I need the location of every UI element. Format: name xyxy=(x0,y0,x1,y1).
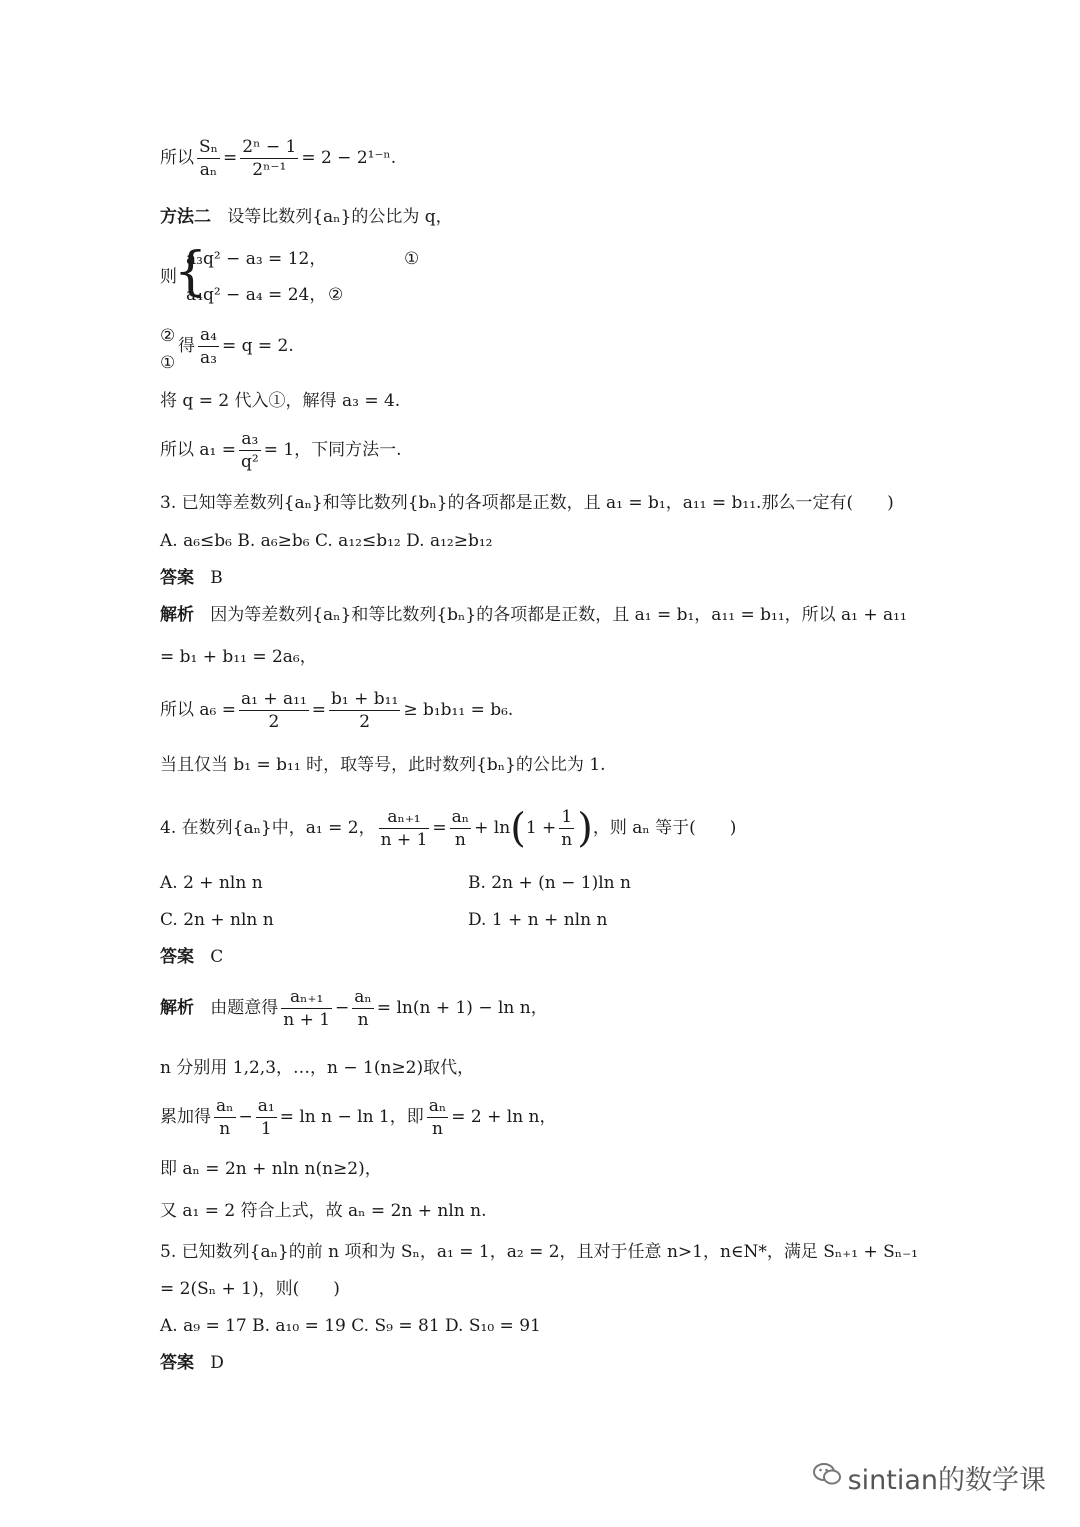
fraction xyxy=(450,806,472,851)
num: 2ⁿ − 1 xyxy=(242,137,297,157)
text: 由题意得 xyxy=(210,998,279,1018)
text: ≥ b₁b₁₁ = b₆. xyxy=(403,700,514,720)
fraction xyxy=(239,688,309,733)
den: n xyxy=(561,830,573,850)
question-3-analysis-2: = b₁ + b₁₁ = 2a₆， xyxy=(160,647,317,667)
method-label: 方法二 xyxy=(160,207,211,227)
fraction xyxy=(256,1095,277,1140)
question-4-option-d: D. 1 + n + nln n xyxy=(468,910,608,930)
wechat-icon xyxy=(812,1461,842,1494)
ratio-circ2: ② xyxy=(160,326,176,346)
eq: = xyxy=(311,700,327,720)
paren: ) xyxy=(577,805,593,852)
fraction xyxy=(214,1095,236,1140)
num: aₙ xyxy=(216,1096,234,1116)
system-ze: 则 xyxy=(160,267,177,287)
num: 1 xyxy=(559,806,574,829)
text: ，则 aₙ 等于( ) xyxy=(592,818,737,838)
question-4-answer xyxy=(160,946,223,968)
den: n + 1 xyxy=(380,830,428,850)
question-5-answer xyxy=(160,1352,224,1374)
analysis-label: 解析 xyxy=(160,605,194,625)
question-4-analysis-4: 即 aₙ = 2n + nln n(n≥2)， xyxy=(160,1159,382,1179)
question-3: 3. 已知等差数列{aₙ}和等比数列{bₙ}的各项都是正数，且 a₁ = b₁，a₁₁ = b₁₁.那么一定有( ) xyxy=(160,493,894,513)
num: aₙ₊₁ xyxy=(379,806,430,829)
watermark xyxy=(812,1458,1046,1497)
paren: ( xyxy=(510,805,526,852)
num: aₙ xyxy=(451,807,470,827)
circle-2: ② xyxy=(328,285,344,305)
den: 2 xyxy=(359,712,371,732)
question-4-option-c: C. 2n + nln n xyxy=(160,910,274,930)
text: 累加得 xyxy=(160,1107,211,1127)
den: 1 xyxy=(260,1119,272,1139)
system-eq1: a₃q² − a₃ = 12， xyxy=(186,249,327,269)
question-4-option-a: A. 2 + nln n xyxy=(160,873,263,893)
text: = q = 2. xyxy=(221,336,294,356)
text: 4. 在数列{aₙ}中，a₁ = 2， xyxy=(160,818,376,838)
answer-label: 答案 xyxy=(160,1353,194,1373)
ratio-line xyxy=(178,324,294,369)
den: n xyxy=(357,1010,369,1030)
substitute-line: 将 q = 2 代入①，解得 a₃ = 4. xyxy=(160,391,401,411)
fraction xyxy=(559,806,574,851)
fraction xyxy=(240,136,298,181)
fraction xyxy=(427,1095,449,1140)
text: = 2 − 2¹⁻ⁿ. xyxy=(301,148,397,168)
text: = 1，下同方法一. xyxy=(263,440,402,460)
num: a₁ + a₁₁ xyxy=(241,689,307,709)
method-two-line xyxy=(160,206,453,228)
text: 1 + xyxy=(525,818,557,838)
num: a₄ xyxy=(200,325,217,345)
text: = 2 + ln n， xyxy=(451,1107,557,1127)
den: aₙ xyxy=(199,160,218,180)
text: 得 xyxy=(178,336,195,356)
fraction xyxy=(379,806,430,851)
fraction xyxy=(281,986,332,1031)
question-5-line-2: = 2(Sₙ + 1)，则( ) xyxy=(160,1279,340,1299)
num: aₙ xyxy=(428,1096,447,1116)
den: n xyxy=(454,830,466,850)
answer-label: 答案 xyxy=(160,568,194,588)
left-brace: { xyxy=(174,242,208,302)
num: Sₙ xyxy=(199,137,219,157)
fraction xyxy=(329,688,400,733)
fraction xyxy=(198,324,219,369)
question-3-analysis-4: 当且仅当 b₁ = b₁₁ 时，取等号，此时数列{bₙ}的公比为 1. xyxy=(160,755,606,775)
den: a₃ xyxy=(200,348,217,368)
fraction xyxy=(197,136,220,181)
fraction xyxy=(239,428,261,473)
text: 因为等差数列{aₙ}和等比数列{bₙ}的各项都是正数，且 a₁ = b₁，a₁₁ = b₁₁，所以 a₁ + a₁₁ xyxy=(210,605,907,625)
num: a₃ xyxy=(239,428,261,451)
num: a₁ xyxy=(257,1096,275,1116)
line-sn-over-an xyxy=(160,136,396,181)
text: + ln xyxy=(474,818,511,838)
question-5-options: A. a₉ = 17 B. a₁₀ = 19 C. S₉ = 81 D. S₁₀ = 91 xyxy=(160,1316,541,1336)
den: 2ⁿ⁻¹ xyxy=(252,160,287,180)
den: n xyxy=(432,1119,443,1139)
question-4 xyxy=(160,806,736,851)
text: 所以 a₁ = xyxy=(160,440,237,460)
ratio-circ1: ① xyxy=(160,353,176,373)
answer-label: 答案 xyxy=(160,947,194,967)
question-4-analysis-1 xyxy=(160,986,548,1031)
num: b₁ + b₁₁ xyxy=(331,689,399,709)
fraction xyxy=(352,986,374,1031)
den: n + 1 xyxy=(283,1010,331,1030)
answer-value: C xyxy=(210,947,224,967)
question-3-options: A. a₆≤b₆ B. a₆≥b₆ C. a₁₂≤b₁₂ D. a₁₂≥b₁₂ xyxy=(160,531,493,551)
question-3-analysis-3 xyxy=(160,688,513,733)
text: = ln(n + 1) − ln n， xyxy=(376,998,548,1018)
num: aₙ₊₁ xyxy=(281,986,332,1009)
question-4-option-b: B. 2n + (n − 1)ln n xyxy=(468,873,631,893)
analysis-label: 解析 xyxy=(160,998,194,1018)
question-5-line-1: 5. 已知数列{aₙ}的前 n 项和为 Sₙ，a₁ = 1，a₂ = 2，且对于任意 n>1，n∈N*，满足 Sₙ₊₁ + Sₙ₋₁ xyxy=(160,1242,918,1262)
question-4-analysis-2: n 分别用 1,2,3，…，n − 1(n≥2)取代， xyxy=(160,1058,475,1078)
question-3-analysis-1 xyxy=(160,604,907,626)
a1-line xyxy=(160,428,402,473)
op: − xyxy=(238,1107,253,1127)
answer-value: B xyxy=(210,568,223,588)
circle-1: ① xyxy=(404,249,420,269)
eq: = xyxy=(432,818,447,838)
text: 所以 a₆ = xyxy=(160,700,237,720)
den: q² xyxy=(241,452,259,472)
num: aₙ xyxy=(354,987,372,1007)
eq: = xyxy=(223,148,238,168)
system-eq2: a₄q² − a₄ = 24， xyxy=(186,285,327,305)
text: 所以 xyxy=(160,148,194,168)
den: 2 xyxy=(268,712,280,732)
question-4-analysis-3 xyxy=(160,1095,557,1140)
question-4-analysis-5: 又 a₁ = 2 符合上式，故 aₙ = 2n + nln n. xyxy=(160,1201,487,1221)
text: = ln n − ln 1，即 xyxy=(279,1107,424,1127)
den: n xyxy=(219,1119,231,1139)
answer-value: D xyxy=(210,1353,224,1373)
watermark-text: sintian的数学课 xyxy=(847,1465,1046,1496)
question-3-answer xyxy=(160,567,223,589)
text: 设等比数列{aₙ}的公比为 q， xyxy=(227,207,453,227)
op: − xyxy=(335,998,350,1018)
